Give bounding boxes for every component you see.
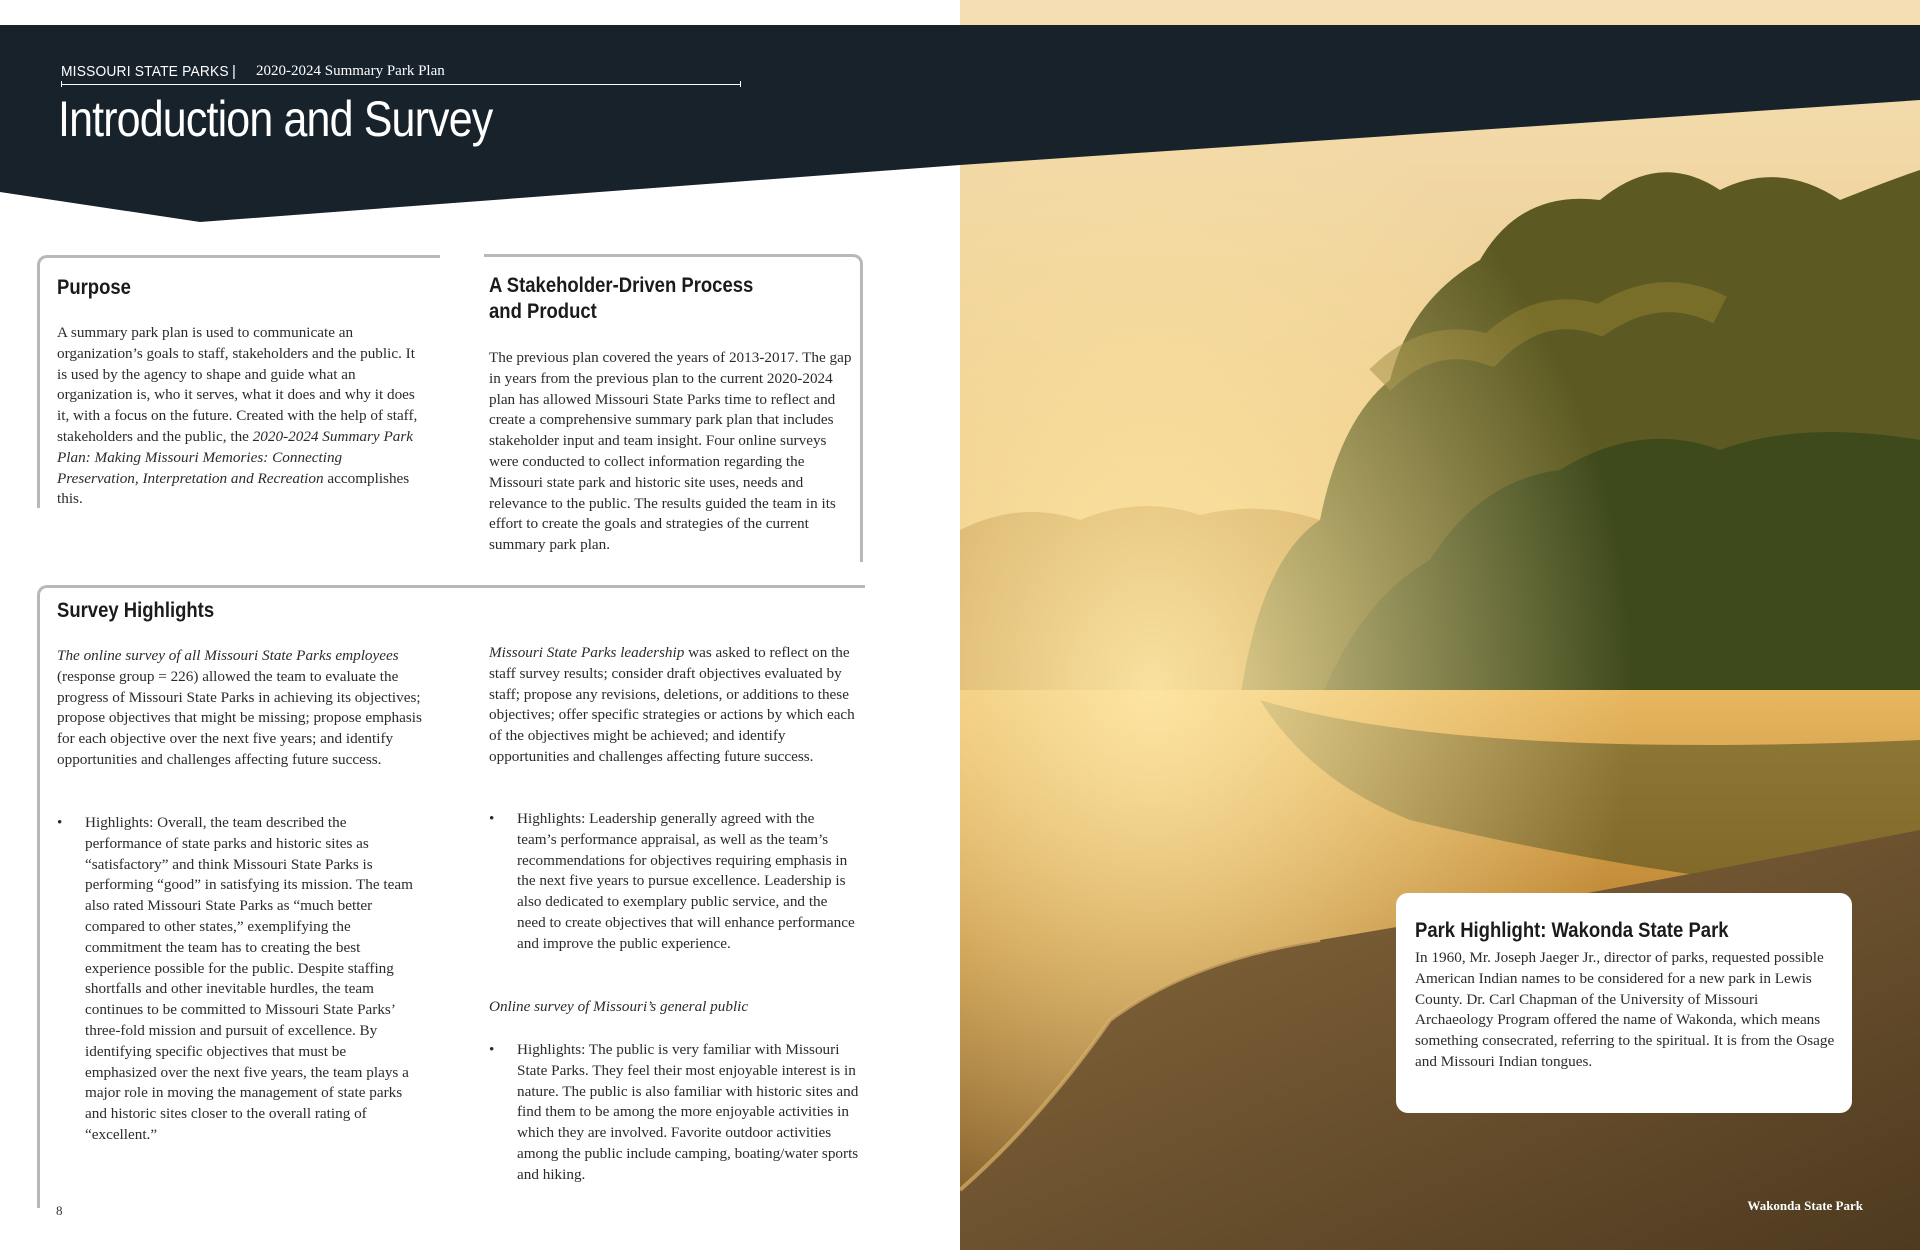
plan-name: 2020-2024 Summary Park Plan (256, 63, 445, 79)
photo-caption: Wakonda State Park (1747, 1198, 1863, 1213)
public-highlight-text: Highlights: The public is very familiar with Missouri State Parks. They feel their most enjoyable interest is in nature. The public is also familiar with historic sites and find them to be among the more enjoyable activities in which they are involved. Favorite outdoor activities among the public include camping, boating/water sports and hiking. (517, 1041, 859, 1183)
bullet-icon: • (489, 810, 495, 827)
stakeholder-heading: A Stakeholder-Driven Process and Product (489, 274, 754, 323)
purpose-body-end: accomplishes this. (57, 469, 410, 508)
park-highlight-heading: Park Highlight: Wakonda State Park (1415, 919, 1729, 942)
park-highlight-body: In 1960, Mr. Joseph Jaeger Jr., director of parks, requested possible American Indian names to be considered for a new park in Lewis County. Dr. Carl Chapman of the University of Missouri Archaeology Program offered the name of Wakonda, which means something consecrated, referring to the spiritual. It is from the Osage and Missouri Indian tongues. (1415, 949, 1835, 1070)
leadership-highlight-text: Highlights: Leadership generally agreed with the team’s performance appraisal, as well as the team’s recommendations for objectives requiring emphasis in the next five years to pursue excellence. Leadership is also dedicated to exemplary public service, and the need to create objectives that will enhance performance and improve the public experience. (517, 810, 855, 952)
page-number: 8 (56, 1203, 63, 1218)
employees-intro-italic: The online survey of all Missouri State Parks employees (57, 647, 399, 664)
leadership-intro-italic: Missouri State Parks leadership (489, 644, 685, 661)
header-separator: | (232, 63, 236, 80)
bullet-icon: • (489, 1041, 495, 1058)
purpose-body (57, 323, 427, 510)
plan-title-italic: 2020-2024 Summary Park Plan: Making Missouri Memories: Connecting Preservation, Interpretation and Recreation (57, 427, 413, 487)
public-survey-heading: Online survey of Missouri’s general public (489, 998, 749, 1015)
bullet-icon: • (57, 814, 63, 831)
header-rule (61, 84, 741, 85)
employees-intro-text: (response group = 226) allowed the team to evaluate the progress of Missouri State Parks in achieving its objectives; propose objectives that might be missing; propose emphasis for each objective over the next five years; and identify opportunities and challenges affecting future success. (57, 667, 422, 768)
stakeholder-body: The previous plan covered the years of 2013-2017. The gap in years from the previous plan to the current 2020-2024 plan has allowed Missouri State Parks time to reflect and create a comprehensive summary park plan that includes stakeholder input and team insight. Four online surveys were conducted to collect information regarding the Missouri state park and historic site uses, needs and relevance to the public. The results guided the team in its effort to create the goals and strategies of the current summary park plan. (489, 349, 852, 554)
brand-name: MISSOURI STATE PARKS (61, 63, 229, 80)
page-title: Introduction and Survey (58, 91, 493, 147)
employees-intro (57, 646, 427, 771)
leadership-intro-text: was asked to reflect on the staff survey results; consider draft objectives evaluated by staff; propose any revisions, deletions, or additions to these objectives; offer specific strategies or actions by which each of the objectives might be achieved; and identify opportunities and challenges affecting future success. (489, 644, 855, 765)
purpose-heading: Purpose (57, 276, 131, 299)
leadership-intro (489, 643, 859, 768)
park-highlight-card (1396, 893, 1852, 1113)
survey-heading: Survey Highlights (57, 599, 215, 622)
employees-highlight-text: Highlights: Overall, the team described the performance of state parks and historic sites as “satisfactory” and think Missouri State Parks is performing “good” in satisfying its mission. The team also rated Missouri State Parks as “much better compared to other states,” exemplifying the commitment the team has to creating the best experience possible for the public. Despite staffing shortfalls and other inevitable hurdles, the team continues to be committed to Missouri State Parks’ three-fold mission and pursuit of excellence. By identifying specific objectives that must be emphasized over the next five years, the team plays a major role in moving the management of state parks and historic sites closer to the overall rating of “excellent.” (85, 814, 413, 1143)
purpose-body-text: A summary park plan is used to communicate an organization’s goals to staff, stakeholders and the public. It is used by the agency to shape and guide what an organization is, who it serves, what it does and why it does it, with a focus on the future. Created with the help of staff, stakeholders and the public, the (57, 324, 418, 445)
